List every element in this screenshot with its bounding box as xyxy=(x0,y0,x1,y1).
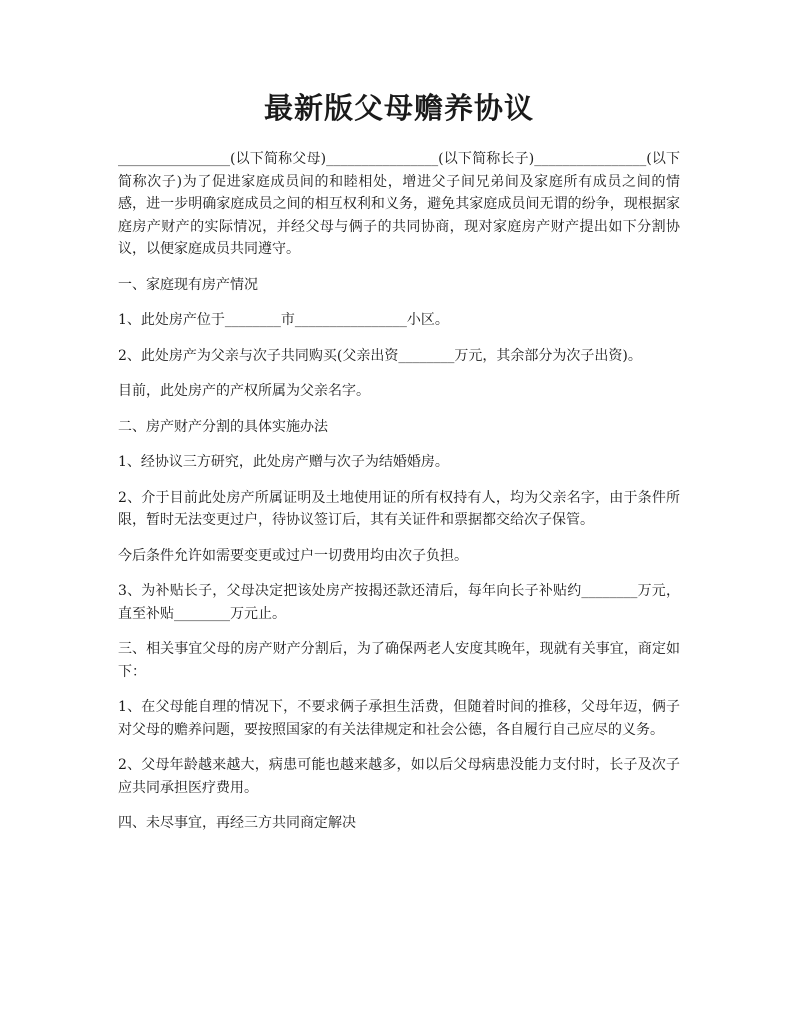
property-location: 1、此处房产位于________市________________小区。 xyxy=(118,312,449,328)
section-heading-3: 三、相关事宜父母的房产财产分割后，为了确保两老人安度其晚年，现就有关事宜，商定如下： xyxy=(118,641,680,680)
section-heading-4: 四、未尽事宜，再经三方共同商定解决 xyxy=(118,815,356,831)
property-purchase: 2、此处房产为父亲与次子共同购买(父亲出资________万元，其余部分为次子出资)。 xyxy=(118,347,642,364)
division-item-3: 3、为补贴长子，父母决定把该处房产按揭还款还清后，每年向长子补贴约________万元，直至补贴________万元止。 xyxy=(118,583,680,622)
support-item-2: 2、父母年龄越来越大，病患可能也越来越多，如以后父母病患没能力支付时，长子及次子应共同承担医疗费用。 xyxy=(118,757,680,796)
property-ownership: 目前，此处房产的产权所属为父亲名字。 xyxy=(118,383,370,399)
division-item-1: 1、经协议三方研究，此处房产赠与次子为结婚婚房。 xyxy=(118,454,449,470)
document-body xyxy=(118,148,680,848)
section-heading-1: 一、家庭现有房产情况 xyxy=(118,276,258,293)
document-title: 最新版父母赡养协议 xyxy=(263,91,534,125)
division-item-2: 2、介于目前此处房产所属证明及土地使用证的所有权持有人，均为父亲名字，由于条件所限，暂时无法变更过户，待协议签订后，其有关证件和票据都交给次子保管。 xyxy=(118,489,680,528)
support-item-1: 1、在父母能自理的情况下，不要求俩子承担生活费，但随着时间的推移，父母年迈，俩子对父母的赡养问题，要按照国家的有关法律规定和社会公德，各自履行自己应尽的义务。 xyxy=(118,699,680,738)
intro-paragraph: ________________(以下简称父母)________________(以下简称长子)________________(以下简称次子)为了促进家庭成员间的和睦相处，增进父子间兄弟间及家庭所有成员之间的情感，进一步明确家庭成员之间的相互权利和义务，避免其家庭成员间无谓的纷争，现根据家庭房产财产的实际情况，并经父母与俩子的共同协商，现对家庭房产财产提出如下分割协议，以便家庭成员共同遵守。 xyxy=(118,151,680,257)
section-heading-2: 二、房产财产分割的具体实施办法 xyxy=(118,418,328,435)
division-note: 今后条件允许如需要变更或过户一切费用均由次子负担。 xyxy=(118,547,468,564)
